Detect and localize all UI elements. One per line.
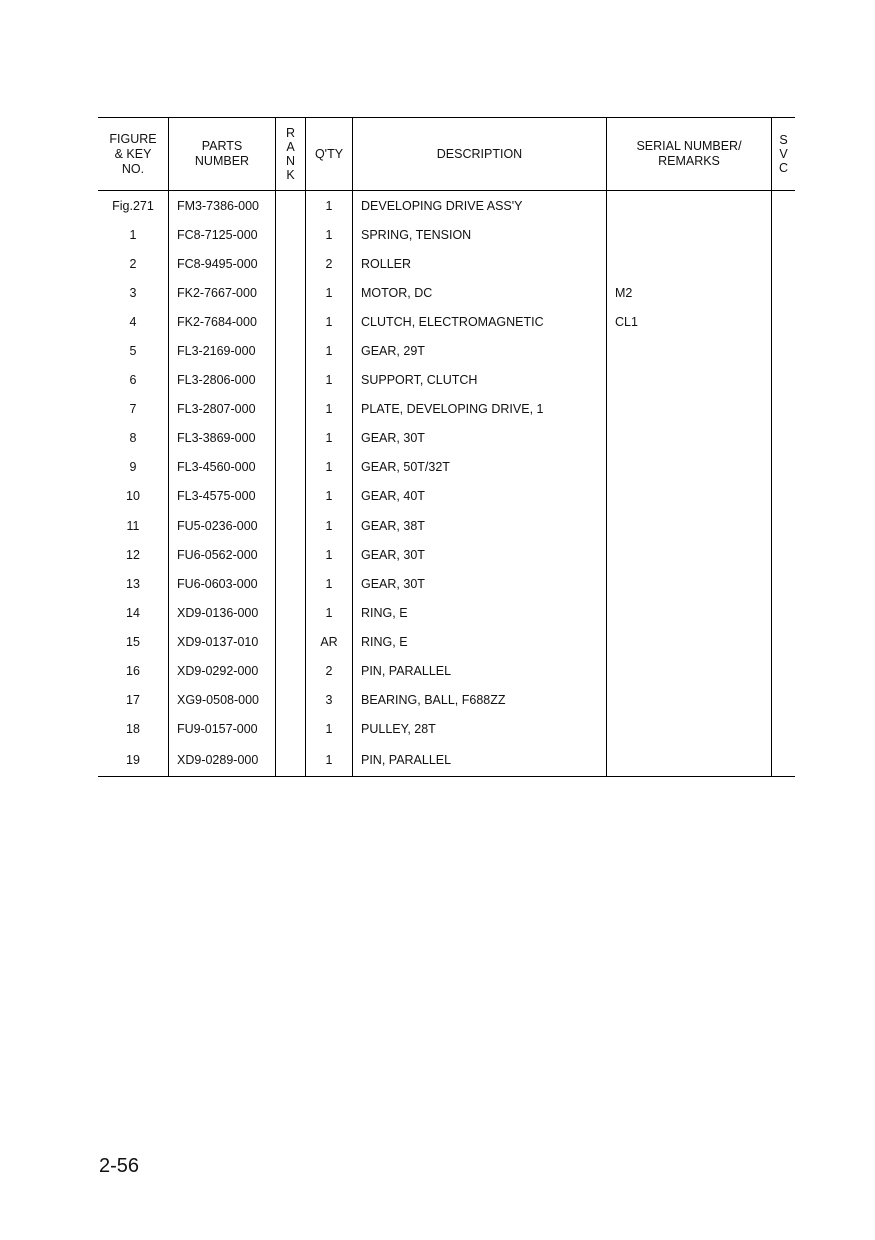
figure-key-cell: 12 [126,547,140,562]
svc-cell [772,686,796,715]
table-row [98,715,795,744]
rank-cell [276,249,306,278]
qty-cell: 1 [306,744,353,777]
parts-number-cell: FU6-0603-000 [169,569,276,598]
parts-number-cell: FM3-7386-000 [169,191,276,221]
description-cell: RING, E [353,627,607,656]
description-cell: GEAR, 30T [353,540,607,569]
figure-key-cell: 9 [129,460,137,475]
qty-cell: 2 [306,657,353,686]
svc-cell [772,482,796,511]
serial-remarks-cell [607,249,772,278]
rank-cell [276,657,306,686]
figure-key-cell: 8 [129,431,137,446]
table-row [98,482,795,511]
description-cell: GEAR, 30T [353,569,607,598]
header-svc-vertical [779,133,789,175]
header-qty: Q'TY [306,118,353,191]
table-row [98,540,795,569]
table-row [98,627,795,656]
serial-remarks-cell [607,366,772,395]
header-text: REMARKS [658,154,720,168]
serial-remarks-cell [607,686,772,715]
svc-cell [772,657,796,686]
header-description: DESCRIPTION [353,118,607,191]
parts-number-cell: FU9-0157-000 [169,715,276,744]
rank-cell [276,220,306,249]
description-cell: GEAR, 30T [353,424,607,453]
figure-key-cell: 14 [126,605,140,620]
figure-key-cell: Fig.271 [112,198,154,213]
svc-cell [772,366,796,395]
description-cell: ROLLER [353,249,607,278]
serial-remarks-cell: CL1 [607,307,772,336]
rank-cell [276,627,306,656]
rank-cell [276,424,306,453]
rank-cell [276,307,306,336]
table-header-row [98,118,795,191]
parts-number-cell: FL3-2169-000 [169,336,276,365]
rank-cell [276,366,306,395]
figure-key-cell: 19 [98,744,169,777]
qty-cell: 1 [306,453,353,482]
header-text: PARTS [201,139,243,153]
header-figure-key-no [98,118,169,191]
svc-cell [772,191,796,221]
rank-cell [276,191,306,221]
description-cell: PIN, PARALLEL [353,744,607,777]
header-text: SERIAL NUMBER/ [636,139,742,153]
description-cell: GEAR, 29T [353,336,607,365]
svc-cell [772,569,796,598]
parts-number-cell: FK2-7667-000 [169,278,276,307]
description-cell: SUPPORT, CLUTCH [353,366,607,395]
rank-cell [276,715,306,744]
header-text: V [779,146,788,161]
rank-cell [276,278,306,307]
qty-cell: 1 [306,307,353,336]
serial-remarks-cell [607,540,772,569]
description-cell: GEAR, 38T [353,511,607,540]
serial-remarks-cell [607,191,772,221]
qty-cell: 3 [306,686,353,715]
figure-key-cell: 18 [126,722,140,737]
header-rank [276,118,306,191]
figure-key-cell: 5 [129,344,137,359]
table-row [98,511,795,540]
table-row [98,657,795,686]
description-cell: BEARING, BALL, F688ZZ [353,686,607,715]
qty-cell: 1 [306,395,353,424]
header-serial-remarks [607,118,772,191]
figure-key-cell: 4 [129,314,137,329]
parts-number-cell: XD9-0137-010 [169,627,276,656]
serial-remarks-cell [607,482,772,511]
parts-number-cell: FC8-9495-000 [169,249,276,278]
figure-key-cell: 15 [126,634,140,649]
qty-cell: 1 [306,598,353,627]
serial-remarks-cell [607,569,772,598]
table-row [98,744,795,777]
figure-key-cell: 3 [129,285,137,300]
table-row [98,220,795,249]
serial-remarks-cell [607,336,772,365]
qty-cell: 1 [306,336,353,365]
header-text: R [285,125,296,140]
rank-cell [276,482,306,511]
qty-cell: 1 [306,220,353,249]
parts-number-cell: FL3-4575-000 [169,482,276,511]
serial-remarks-cell [607,453,772,482]
header-text: & KEY [114,146,152,161]
description-cell: MOTOR, DC [353,278,607,307]
header-text: N [285,153,296,168]
description-cell: GEAR, 40T [353,482,607,511]
svc-cell [772,715,796,744]
qty-cell: 1 [306,366,353,395]
description-cell: RING, E [353,598,607,627]
qty-cell: AR [306,627,353,656]
serial-remarks-cell [607,657,772,686]
qty-cell: 1 [306,482,353,511]
parts-number-cell: XD9-0292-000 [169,657,276,686]
header-text: NUMBER [194,154,250,168]
description-cell: PULLEY, 28T [353,715,607,744]
serial-remarks-cell [607,395,772,424]
parts-number-cell: FL3-4560-000 [169,453,276,482]
page-number: 2-56 [99,1155,140,1177]
qty-cell: 1 [306,540,353,569]
figure-key-cell: 7 [129,402,137,417]
description-cell: DEVELOPING DRIVE ASS'Y [353,191,607,221]
description-cell: CLUTCH, ELECTROMAGNETIC [353,307,607,336]
parts-number-cell: FK2-7684-000 [169,307,276,336]
figure-key-cell: 16 [126,664,140,679]
figure-key-cell: 17 [126,693,140,708]
svc-cell [772,627,796,656]
table-row [98,686,795,715]
header-rank-vertical [286,126,296,182]
qty-cell: 1 [306,424,353,453]
figure-key-cell: 13 [126,576,140,591]
svc-cell [772,307,796,336]
serial-remarks-cell [607,627,772,656]
figure-key-cell: 10 [126,489,140,504]
qty-cell: 1 [306,569,353,598]
description-cell: GEAR, 50T/32T [353,453,607,482]
qty-cell: 2 [306,249,353,278]
header-text: C [778,160,789,175]
parts-number-cell: FU6-0562-000 [169,540,276,569]
parts-table-body [98,191,795,777]
table-row [98,336,795,365]
figure-key-cell: 11 [126,518,140,533]
svc-cell [772,336,796,365]
serial-remarks-cell: M2 [607,278,772,307]
rank-cell [276,744,306,777]
svc-cell [772,278,796,307]
rank-cell [276,395,306,424]
rank-cell [276,569,306,598]
parts-number-cell: FU5-0236-000 [169,511,276,540]
svc-cell [772,453,796,482]
description-cell: PIN, PARALLEL [353,657,607,686]
rank-cell [276,511,306,540]
svc-cell [772,540,796,569]
table-row [98,424,795,453]
figure-key-cell: 1 [129,227,137,242]
table-row [98,366,795,395]
qty-cell: 1 [306,511,353,540]
qty-cell: 1 [306,191,353,221]
header-parts-number [169,118,276,191]
rank-cell [276,686,306,715]
qty-cell: 1 [306,715,353,744]
parts-number-cell: XG9-0508-000 [169,686,276,715]
svc-cell [772,395,796,424]
table-row [98,191,795,221]
rank-cell [276,453,306,482]
svc-cell [772,249,796,278]
table-row [98,307,795,336]
header-text: NO. [121,161,145,176]
serial-remarks-cell [607,744,772,777]
table-row [98,278,795,307]
serial-remarks-cell [607,511,772,540]
parts-number-cell: FL3-2806-000 [169,366,276,395]
rank-cell [276,336,306,365]
figure-key-cell: 6 [129,373,137,388]
parts-number-cell: FL3-2807-000 [169,395,276,424]
rank-cell [276,598,306,627]
svc-cell [772,511,796,540]
header-text: S [779,132,788,147]
parts-number-cell: FL3-3869-000 [169,424,276,453]
parts-table [98,117,795,777]
svc-cell [772,424,796,453]
table-row [98,569,795,598]
svc-cell [772,220,796,249]
rank-cell [276,540,306,569]
svc-cell [772,598,796,627]
table-row [98,395,795,424]
description-cell: PLATE, DEVELOPING DRIVE, 1 [353,395,607,424]
svc-cell [772,744,796,777]
table-row [98,249,795,278]
parts-number-cell: XD9-0136-000 [169,598,276,627]
header-text: K [286,167,295,182]
header-text: FIGURE [109,131,157,146]
parts-number-cell: FC8-7125-000 [169,220,276,249]
header-text: A [286,139,295,154]
figure-key-cell: 2 [129,256,137,271]
parts-number-cell: XD9-0289-000 [169,744,276,777]
header-svc [772,118,796,191]
serial-remarks-cell [607,715,772,744]
qty-cell: 1 [306,278,353,307]
serial-remarks-cell [607,598,772,627]
table-row [98,453,795,482]
description-cell: SPRING, TENSION [353,220,607,249]
serial-remarks-cell [607,220,772,249]
serial-remarks-cell [607,424,772,453]
table-row [98,598,795,627]
